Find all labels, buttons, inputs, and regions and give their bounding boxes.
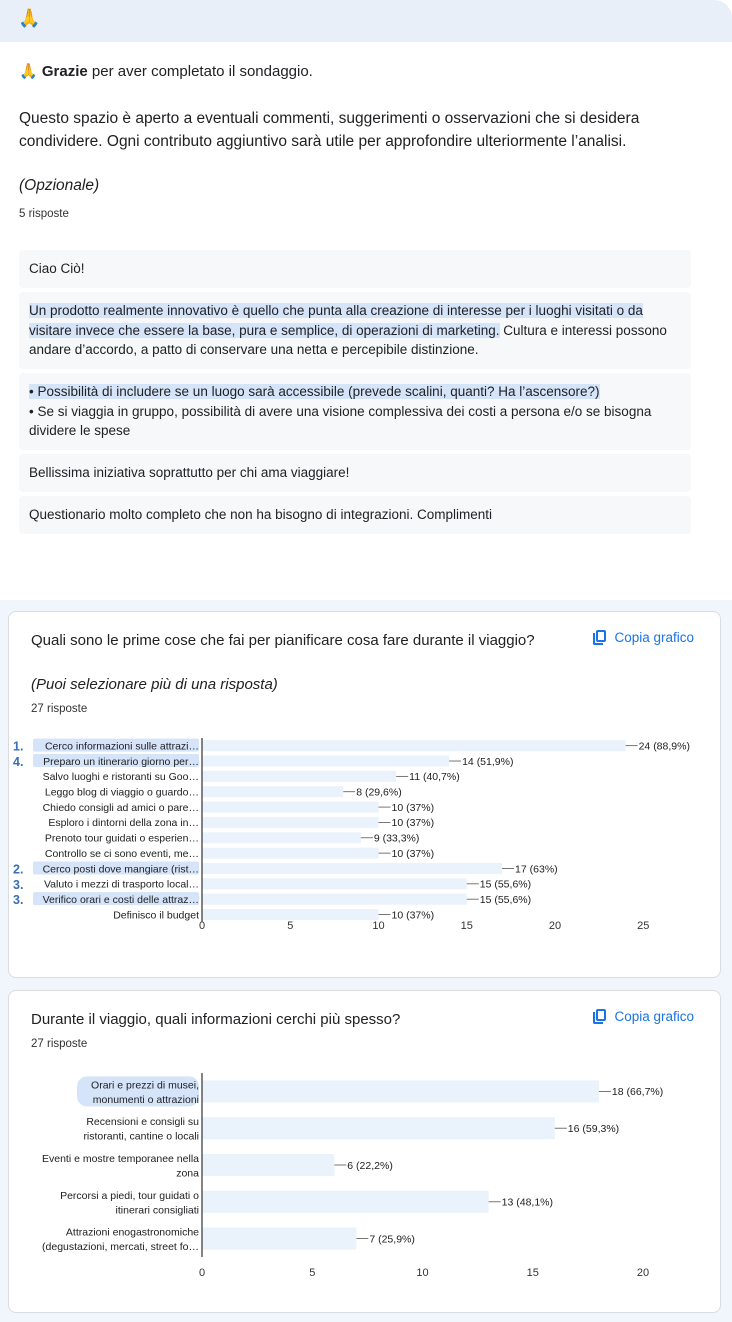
category-label: itinerari consigliati [115, 1204, 199, 1217]
category-label: Esploro i dintorni della zona in… [48, 817, 199, 830]
bar [202, 1117, 555, 1139]
bar [202, 832, 361, 843]
data-label: 15 (55,6%) [479, 878, 532, 891]
response-item [19, 496, 691, 534]
bar [202, 863, 502, 874]
response-item [19, 292, 691, 369]
rank-mark: 2. [13, 862, 24, 877]
bar [202, 771, 396, 782]
bar [202, 1080, 599, 1102]
category-label: Chiedo consigli ad amici o pare… [42, 801, 199, 814]
category-label: Percorsi a piedi, tour guidati o [60, 1189, 199, 1202]
bar [202, 786, 343, 797]
bar [202, 1154, 334, 1176]
data-label: 10 (37%) [391, 817, 435, 830]
top-header-bar [0, 0, 732, 42]
data-label: 24 (88,9%) [638, 740, 690, 753]
category-label: Prenoto tour guidati o esperien… [44, 832, 199, 845]
category-label: Valuto i mezzi di trasporto local… [43, 878, 199, 891]
category-label: Verifico orari e costi delle attraz… [42, 893, 199, 906]
bar [202, 1228, 356, 1250]
response-count: 27 risposte [31, 703, 88, 715]
x-tick-label: 10 [372, 920, 385, 932]
data-label: 18 (66,7%) [611, 1086, 664, 1099]
optional-label: (Opzionale) [19, 177, 100, 194]
data-label: 7 (25,9%) [369, 1233, 415, 1246]
copy-chart-button[interactable] [593, 630, 694, 645]
data-label: 13 (48,1%) [501, 1196, 554, 1209]
data-label: 9 (33,3%) [373, 832, 420, 845]
category-label: Attrazioni enogastronomiche [65, 1226, 199, 1239]
question-title: Quali sono le prime cose che fai per pianificare cosa fare durante il viaggio? [31, 632, 535, 649]
x-tick-label: 0 [198, 920, 206, 932]
copy-chart-label: Copia grafico [614, 1009, 694, 1024]
bar-chart-information [9, 1069, 720, 1299]
x-tick-label: 20 [548, 920, 562, 932]
data-label: 10 (37%) [391, 801, 435, 814]
response-text: Cultura e interessi possono andare d’accordo, a patto di conservare una netta e percepibile distinzione. [29, 322, 667, 357]
praying-hands-icon: 🙏 [19, 63, 38, 80]
response-text: Bellissima iniziativa soprattutto per chi ama viaggiare! [29, 465, 350, 480]
question-title: Durante il viaggio, quali informazioni cerchi più spesso? [31, 1011, 401, 1028]
category-label: Leggo blog di viaggio o guardo… [44, 786, 199, 799]
category-label: Controllo se ci sono eventi, me… [44, 847, 199, 860]
response-highlighted-text: • Possibilità di includere se un luogo sarà accessibile (prevede scalini, quanti? Ha l’ascensore?) [29, 384, 600, 399]
response-item [19, 373, 691, 450]
category-label: Orari e prezzi di musei, [91, 1079, 199, 1092]
category-label: Cerco informazioni sulle attrazi… [44, 740, 199, 753]
response-highlighted-text: Un prodotto realmente innovativo è quello che punta alla creazione di interesse per i luoghi visitati o da visitare invece che essere la base, pura e semplice, di operazioni di marketing. [29, 303, 643, 338]
data-label: 17 (63%) [515, 863, 558, 876]
thanks-bold: Grazie [41, 63, 88, 80]
response-text: Questionario molto completo che non ha bisogno di integrazioni. Complimenti [29, 507, 493, 522]
bar [202, 740, 626, 751]
bar [202, 756, 449, 767]
bar [202, 848, 379, 859]
data-label: 14 (51,9%) [462, 755, 514, 768]
copy-icon [593, 1009, 606, 1024]
copy-chart-button[interactable] [593, 1009, 694, 1024]
x-tick-label: 0 [198, 1267, 206, 1279]
copy-chart-label: Copia grafico [614, 630, 694, 645]
category-label: Salvo luoghi e ristoranti su Goo… [42, 771, 199, 784]
response-item [19, 454, 691, 492]
x-tick-label: 5 [309, 1267, 316, 1279]
thanks-line [19, 62, 313, 80]
x-tick-label: 10 [416, 1267, 429, 1279]
copy-icon [593, 630, 606, 645]
bar [202, 1191, 489, 1213]
category-label: Cerco posti dove mangiare (rist… [42, 863, 199, 876]
thanks-text: per aver completato il sondaggio. [87, 63, 313, 80]
question-card-information [8, 990, 721, 1313]
category-label: monumenti o attrazioni [92, 1093, 199, 1106]
response-item [19, 250, 691, 288]
category-label: Preparo un itinerario giorno per… [43, 755, 199, 768]
response-text: • Se si viaggia in gruppo, possibilità di avere una visione complessiva dei costi a persona e/o se bisogna dividere le spese [29, 403, 652, 438]
rank-mark: 4. [13, 755, 24, 770]
x-tick-label: 5 [287, 920, 294, 932]
data-label: 10 (37%) [391, 847, 435, 860]
data-label: 15 (55,6%) [479, 893, 532, 906]
bar [202, 802, 379, 813]
data-label: 11 (40,7%) [409, 771, 460, 784]
rank-mark: 1. [13, 739, 24, 754]
response-text: Ciao Ciò! [29, 261, 85, 276]
x-tick-label: 15 [460, 920, 473, 932]
category-label: zona [176, 1167, 199, 1180]
bar [202, 894, 467, 905]
bar [202, 878, 467, 889]
praying-hands-icon: 🙏 [18, 8, 41, 28]
question-subtitle: (Puoi selezionare più di una risposta) [31, 676, 278, 693]
response-count: 5 risposte [19, 208, 69, 220]
bar [202, 909, 379, 920]
category-label: Eventi e mostre temporanee nella [41, 1153, 199, 1165]
question-description: Questo spazio è aperto a eventuali commenti, suggerimenti o osservazioni che si desidera condividere. Ogni contributo aggiuntivo sarà utile per approfondire ulteriormente l’analisi. [19, 110, 640, 150]
category-label: Definisco il budget [113, 909, 199, 922]
question-card-planning [8, 611, 721, 978]
bar-chart-planning [9, 732, 720, 972]
response-count: 27 risposte [31, 1038, 88, 1050]
rank-mark: 3. [13, 877, 24, 892]
x-tick-label: 20 [636, 1267, 650, 1279]
category-label: (degustazioni, mercati, street fo… [42, 1241, 199, 1254]
data-label: 6 (22,2%) [347, 1159, 393, 1172]
category-label: Recensioni e consigli su [86, 1116, 199, 1129]
data-label: 10 (37%) [391, 909, 435, 922]
rank-mark: 3. [13, 893, 24, 908]
data-label: 16 (59,3%) [567, 1123, 620, 1135]
data-label: 8 (29,6%) [356, 786, 402, 799]
x-tick-label: 25 [637, 920, 650, 932]
x-tick-label: 15 [526, 1267, 539, 1279]
bar [202, 817, 379, 828]
category-label: ristoranti, cantine o locali [83, 1130, 199, 1143]
